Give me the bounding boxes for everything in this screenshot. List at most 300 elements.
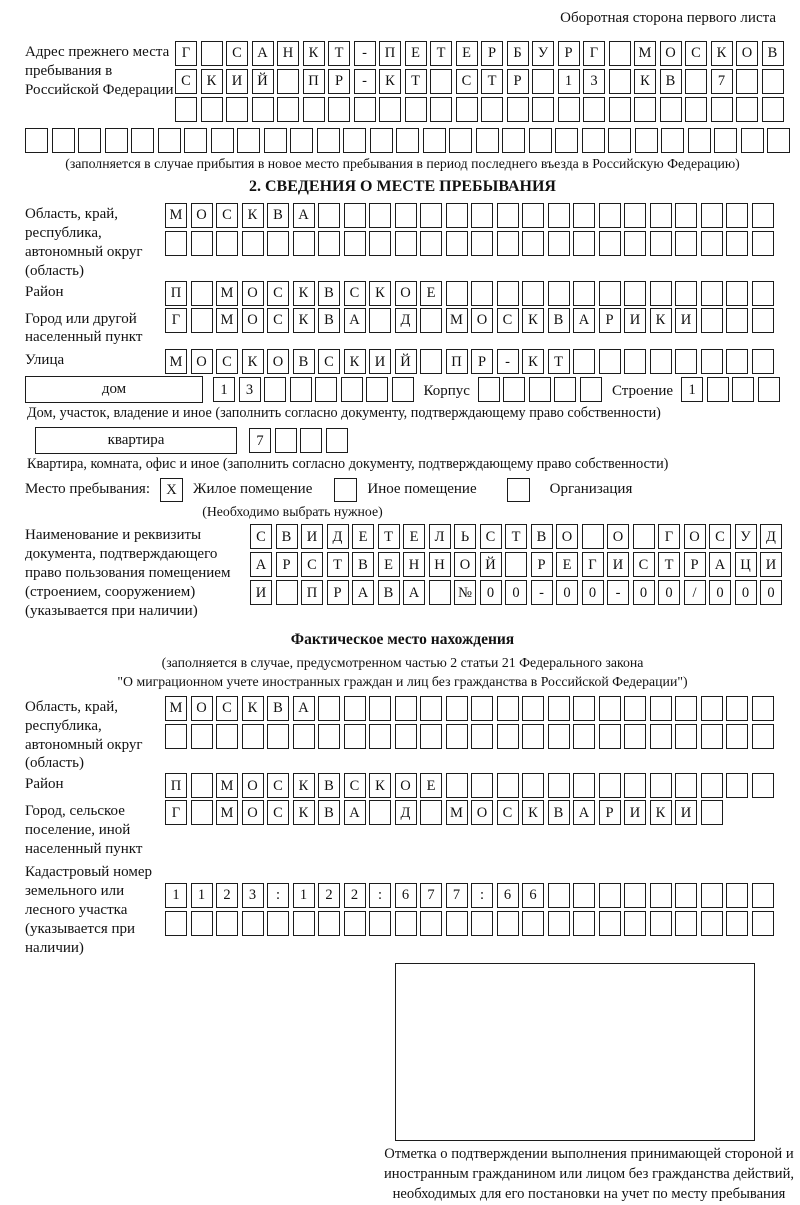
char-cell	[392, 377, 414, 402]
char-cell: У	[735, 524, 757, 549]
char-cell: 0	[556, 580, 578, 605]
char-cell: О	[660, 41, 682, 66]
char-cell	[529, 128, 552, 153]
char-cell: Е	[420, 773, 442, 798]
char-cell	[573, 203, 595, 228]
char-cell: С	[344, 773, 366, 798]
char-cell: О	[736, 41, 758, 66]
char-cell	[701, 800, 723, 825]
char-cell: А	[573, 800, 595, 825]
char-cell	[478, 377, 500, 402]
char-cell: Е	[420, 281, 442, 306]
char-cell	[599, 696, 621, 721]
char-cell: К	[293, 308, 315, 333]
char-cell: А	[403, 580, 425, 605]
char-cell	[505, 552, 527, 577]
char-cell	[624, 696, 646, 721]
char-cell: 7	[249, 428, 271, 453]
char-cell	[650, 281, 672, 306]
char-cell: :	[267, 883, 289, 908]
char-cell	[522, 696, 544, 721]
char-cell: 0	[658, 580, 680, 605]
char-cell	[191, 773, 213, 798]
char-cell	[711, 97, 733, 122]
char-cell	[635, 128, 658, 153]
char-cell: М	[165, 696, 187, 721]
char-cell	[366, 377, 388, 402]
char-cell	[293, 724, 315, 749]
char-cell	[548, 773, 570, 798]
actual-city-block	[25, 800, 780, 859]
region-rows	[165, 203, 774, 259]
char-cell	[599, 281, 621, 306]
char-row	[175, 97, 784, 122]
char-cell	[675, 883, 697, 908]
char-row	[175, 69, 784, 94]
char-cell	[449, 128, 472, 153]
char-cell	[726, 696, 748, 721]
char-cell	[395, 203, 417, 228]
char-cell: А	[352, 580, 374, 605]
char-cell	[267, 231, 289, 256]
char-cell	[344, 696, 366, 721]
char-cell: -	[531, 580, 553, 605]
char-cell	[446, 696, 468, 721]
char-cell: 0	[633, 580, 655, 605]
char-cell: А	[573, 308, 595, 333]
char-cell	[290, 377, 312, 402]
char-cell	[701, 883, 723, 908]
char-cell	[624, 281, 646, 306]
char-cell	[290, 128, 313, 153]
char-cell	[758, 377, 780, 402]
char-cell: Е	[352, 524, 374, 549]
char-cell	[191, 231, 213, 256]
char-cell	[752, 281, 774, 306]
char-cell	[522, 231, 544, 256]
char-cell	[767, 128, 790, 153]
district-label: Район	[25, 283, 64, 300]
char-cell: В	[276, 524, 298, 549]
char-cell: Т	[505, 524, 527, 549]
char-cell	[25, 128, 48, 153]
char-cell: К	[201, 69, 223, 94]
char-cell: С	[250, 524, 272, 549]
option-residential-label: Жилое помещение	[193, 481, 313, 498]
char-cell	[471, 203, 493, 228]
char-cell	[317, 128, 340, 153]
char-cell	[701, 724, 723, 749]
char-cell	[293, 231, 315, 256]
char-cell: С	[267, 281, 289, 306]
char-cell	[573, 773, 595, 798]
confirmation-stamp-caption: Отметка о подтверждении выполнения принимающей стороной и иностранным гражданином или лицом без гражданства действий, необходимых для его постановки на учет по месту пребывания	[383, 1146, 795, 1202]
char-cell	[446, 281, 468, 306]
char-cell: Д	[760, 524, 782, 549]
char-cell: Е	[403, 524, 425, 549]
char-cell	[609, 41, 631, 66]
apartment-row	[35, 427, 780, 454]
char-cell	[650, 696, 672, 721]
option-organization-label: Организация	[549, 481, 633, 498]
char-cell: А	[293, 203, 315, 228]
char-cell: С	[216, 349, 238, 374]
actual-district-block	[25, 773, 780, 798]
char-cell: В	[378, 580, 400, 605]
char-cell	[264, 128, 287, 153]
char-cell	[583, 97, 605, 122]
char-cell	[529, 377, 551, 402]
char-cell	[420, 696, 442, 721]
char-cell	[158, 128, 181, 153]
char-cell: О	[454, 552, 476, 577]
char-cell	[420, 231, 442, 256]
char-row	[165, 308, 774, 333]
document-rows	[250, 524, 782, 608]
char-cell: Д	[395, 800, 417, 825]
char-cell	[369, 308, 391, 333]
char-cell: 1	[191, 883, 213, 908]
char-cell: В	[762, 41, 784, 66]
char-cell	[558, 97, 580, 122]
char-cell	[276, 580, 298, 605]
char-cell	[293, 911, 315, 936]
char-cell	[573, 696, 595, 721]
char-row	[250, 552, 782, 577]
char-cell: И	[301, 524, 323, 549]
char-cell: Р	[328, 69, 350, 94]
char-cell	[471, 696, 493, 721]
char-cell: О	[191, 203, 213, 228]
char-cell	[226, 97, 248, 122]
char-cell	[762, 69, 784, 94]
cadastre-label: Кадастровый номер земельного или лесного участка (указывается при наличии)	[25, 864, 152, 956]
char-cell	[318, 231, 340, 256]
char-cell: 6	[497, 883, 519, 908]
char-cell	[343, 128, 366, 153]
char-cell	[52, 128, 75, 153]
char-cell	[379, 97, 401, 122]
char-cell: Р	[599, 308, 621, 333]
char-cell	[732, 377, 754, 402]
char-cell: 3	[239, 377, 261, 402]
char-cell: И	[369, 349, 391, 374]
char-cell: Г	[165, 308, 187, 333]
char-cell	[624, 349, 646, 374]
char-cell: С	[497, 800, 519, 825]
char-cell: И	[226, 69, 248, 94]
char-cell	[624, 203, 646, 228]
char-cell	[555, 128, 578, 153]
char-cell: О	[242, 773, 264, 798]
char-cell: -	[607, 580, 629, 605]
house-type-box: дом	[25, 376, 203, 403]
char-cell	[354, 97, 376, 122]
char-cell	[420, 349, 442, 374]
char-cell	[318, 911, 340, 936]
char-cell: Й	[395, 349, 417, 374]
char-cell: И	[675, 308, 697, 333]
char-cell: С	[216, 203, 238, 228]
char-cell: /	[684, 580, 706, 605]
char-cell	[675, 911, 697, 936]
char-cell: Л	[429, 524, 451, 549]
char-cell	[752, 696, 774, 721]
char-cell	[701, 773, 723, 798]
char-cell: 0	[480, 580, 502, 605]
char-cell	[481, 97, 503, 122]
char-cell: К	[293, 800, 315, 825]
char-cell: В	[531, 524, 553, 549]
char-cell	[497, 911, 519, 936]
char-cell	[471, 231, 493, 256]
char-cell	[624, 231, 646, 256]
char-cell: :	[471, 883, 493, 908]
stay-type-row	[25, 478, 780, 502]
char-cell	[471, 773, 493, 798]
char-cell: -	[354, 69, 376, 94]
char-cell	[237, 128, 260, 153]
char-cell: Е	[378, 552, 400, 577]
char-cell	[650, 911, 672, 936]
char-cell: О	[242, 800, 264, 825]
prev-address-label: Адрес прежнего места пребывания в Российской Федерации	[25, 44, 174, 98]
char-cell: В	[267, 203, 289, 228]
char-cell	[660, 97, 682, 122]
char-cell	[476, 128, 499, 153]
char-cell	[242, 724, 264, 749]
char-cell: К	[650, 800, 672, 825]
char-cell	[522, 203, 544, 228]
char-cell: Г	[583, 41, 605, 66]
char-cell: В	[660, 69, 682, 94]
char-cell	[497, 696, 519, 721]
region-block	[25, 203, 780, 281]
char-cell	[685, 97, 707, 122]
prev-address-caption: (заполняется в случае прибытия в новое место пребывания в период последнего въезда в Российскую Федерацию)	[65, 156, 740, 171]
stay-type-label: Место пребывания:	[25, 481, 150, 498]
char-cell	[216, 911, 238, 936]
char-cell: И	[760, 552, 782, 577]
char-row	[681, 377, 780, 402]
char-cell	[456, 97, 478, 122]
street-label: Улица	[25, 352, 65, 369]
char-cell: О	[395, 281, 417, 306]
char-cell: А	[293, 696, 315, 721]
section2-title: 2. СВЕДЕНИЯ О МЕСТЕ ПРЕБЫВАНИЯ	[249, 178, 556, 195]
char-cell: В	[267, 696, 289, 721]
char-cell: С	[318, 349, 340, 374]
char-row	[250, 524, 782, 549]
char-cell: П	[301, 580, 323, 605]
char-cell: Р	[558, 41, 580, 66]
char-cell: С	[685, 41, 707, 66]
document-label: Наименование и реквизиты документа, подтверждающего право пользования помещением (строением, сооружением) (указывается при наличии)	[25, 527, 231, 619]
char-cell	[446, 203, 468, 228]
char-cell	[548, 696, 570, 721]
char-cell	[369, 231, 391, 256]
char-cell	[752, 724, 774, 749]
char-cell: И	[675, 800, 697, 825]
actual-district-label: Район	[25, 776, 64, 793]
char-cell	[369, 724, 391, 749]
char-cell	[429, 580, 451, 605]
char-cell: Т	[378, 524, 400, 549]
char-cell	[497, 203, 519, 228]
char-cell	[599, 203, 621, 228]
street-block	[25, 349, 780, 374]
char-cell: 7	[446, 883, 468, 908]
char-cell: Т	[658, 552, 680, 577]
char-cell: 2	[216, 883, 238, 908]
char-cell	[701, 203, 723, 228]
char-cell: В	[293, 349, 315, 374]
char-cell: Т	[328, 41, 350, 66]
char-cell	[573, 349, 595, 374]
char-cell	[701, 349, 723, 374]
prev-address-rows	[175, 41, 784, 125]
char-cell	[201, 41, 223, 66]
char-row	[165, 203, 774, 228]
char-cell	[344, 911, 366, 936]
char-row	[165, 883, 774, 908]
char-cell	[502, 128, 525, 153]
char-cell	[328, 97, 350, 122]
char-cell: С	[456, 69, 478, 94]
char-cell: :	[369, 883, 391, 908]
char-cell	[707, 377, 729, 402]
char-cell	[395, 724, 417, 749]
char-cell: 3	[242, 883, 264, 908]
char-cell	[573, 911, 595, 936]
char-cell	[554, 377, 576, 402]
house-caption: Дом, участок, владение и иное (заполнить согласно документу, подтверждающему право собственности)	[27, 405, 661, 422]
char-cell	[548, 883, 570, 908]
char-cell: П	[165, 773, 187, 798]
char-cell: О	[471, 800, 493, 825]
char-cell	[661, 128, 684, 153]
char-cell	[548, 203, 570, 228]
char-row	[165, 724, 774, 749]
char-cell	[736, 97, 758, 122]
char-cell	[599, 773, 621, 798]
char-cell: А	[252, 41, 274, 66]
char-cell	[497, 281, 519, 306]
char-cell	[726, 773, 748, 798]
char-cell	[650, 724, 672, 749]
char-cell	[752, 911, 774, 936]
char-row	[165, 349, 774, 374]
char-cell	[369, 203, 391, 228]
char-cell	[726, 308, 748, 333]
char-cell	[396, 128, 419, 153]
char-cell	[446, 231, 468, 256]
char-cell	[650, 203, 672, 228]
char-cell	[420, 308, 442, 333]
checkbox-other-premises	[334, 478, 357, 502]
char-row	[249, 428, 348, 453]
stay-type-caption: (Необходимо выбрать нужное)	[202, 504, 383, 520]
char-cell	[532, 97, 554, 122]
char-cell	[599, 724, 621, 749]
char-cell: П	[165, 281, 187, 306]
char-cell: Д	[395, 308, 417, 333]
char-cell	[471, 281, 493, 306]
char-cell: С	[175, 69, 197, 94]
char-cell	[497, 231, 519, 256]
char-cell	[252, 97, 274, 122]
actual-region-label: Область, край, республика, автономный округ (область)	[25, 698, 143, 772]
char-cell: К	[344, 349, 366, 374]
char-cell: Т	[327, 552, 349, 577]
char-cell	[573, 724, 595, 749]
char-cell	[216, 724, 238, 749]
char-cell: О	[471, 308, 493, 333]
char-cell	[344, 724, 366, 749]
char-row	[165, 911, 774, 936]
char-cell	[726, 203, 748, 228]
char-cell	[752, 203, 774, 228]
char-cell: Р	[599, 800, 621, 825]
char-cell	[675, 696, 697, 721]
char-cell: А	[709, 552, 731, 577]
char-cell	[131, 128, 154, 153]
char-cell	[522, 281, 544, 306]
page-side-note: Оборотная сторона первого листа	[560, 10, 776, 26]
char-cell	[726, 911, 748, 936]
char-cell: Е	[456, 41, 478, 66]
char-cell: К	[522, 308, 544, 333]
char-cell: К	[369, 281, 391, 306]
actual-location-caption-2: "О миграционном учете иностранных граждан и лиц без гражданства в Российской Федерации")	[117, 673, 688, 689]
char-cell	[752, 773, 774, 798]
char-cell: Р	[481, 41, 503, 66]
char-cell	[650, 231, 672, 256]
char-cell: Н	[403, 552, 425, 577]
char-cell	[242, 231, 264, 256]
char-cell: К	[711, 41, 733, 66]
char-cell	[624, 724, 646, 749]
char-cell: С	[709, 524, 731, 549]
char-cell	[211, 128, 234, 153]
char-cell	[275, 428, 297, 453]
char-cell: К	[369, 773, 391, 798]
char-cell	[726, 281, 748, 306]
apartment-caption: Квартира, комната, офис и иное (заполнить согласно документу, подтверждающему право собственности)	[27, 456, 669, 473]
city-block	[25, 308, 780, 348]
char-cell: К	[303, 41, 325, 66]
char-row	[165, 231, 774, 256]
char-cell	[341, 377, 363, 402]
char-row	[165, 800, 723, 825]
char-cell: О	[607, 524, 629, 549]
char-cell: К	[522, 349, 544, 374]
char-cell: Т	[481, 69, 503, 94]
char-cell: С	[216, 696, 238, 721]
char-cell	[599, 911, 621, 936]
char-cell	[701, 281, 723, 306]
char-cell	[609, 69, 631, 94]
char-cell	[701, 231, 723, 256]
document-block	[25, 524, 780, 620]
char-cell	[277, 97, 299, 122]
char-cell	[685, 69, 707, 94]
char-cell	[701, 696, 723, 721]
char-cell: К	[522, 800, 544, 825]
char-cell: М	[216, 800, 238, 825]
char-cell: 0	[582, 580, 604, 605]
char-cell: О	[684, 524, 706, 549]
